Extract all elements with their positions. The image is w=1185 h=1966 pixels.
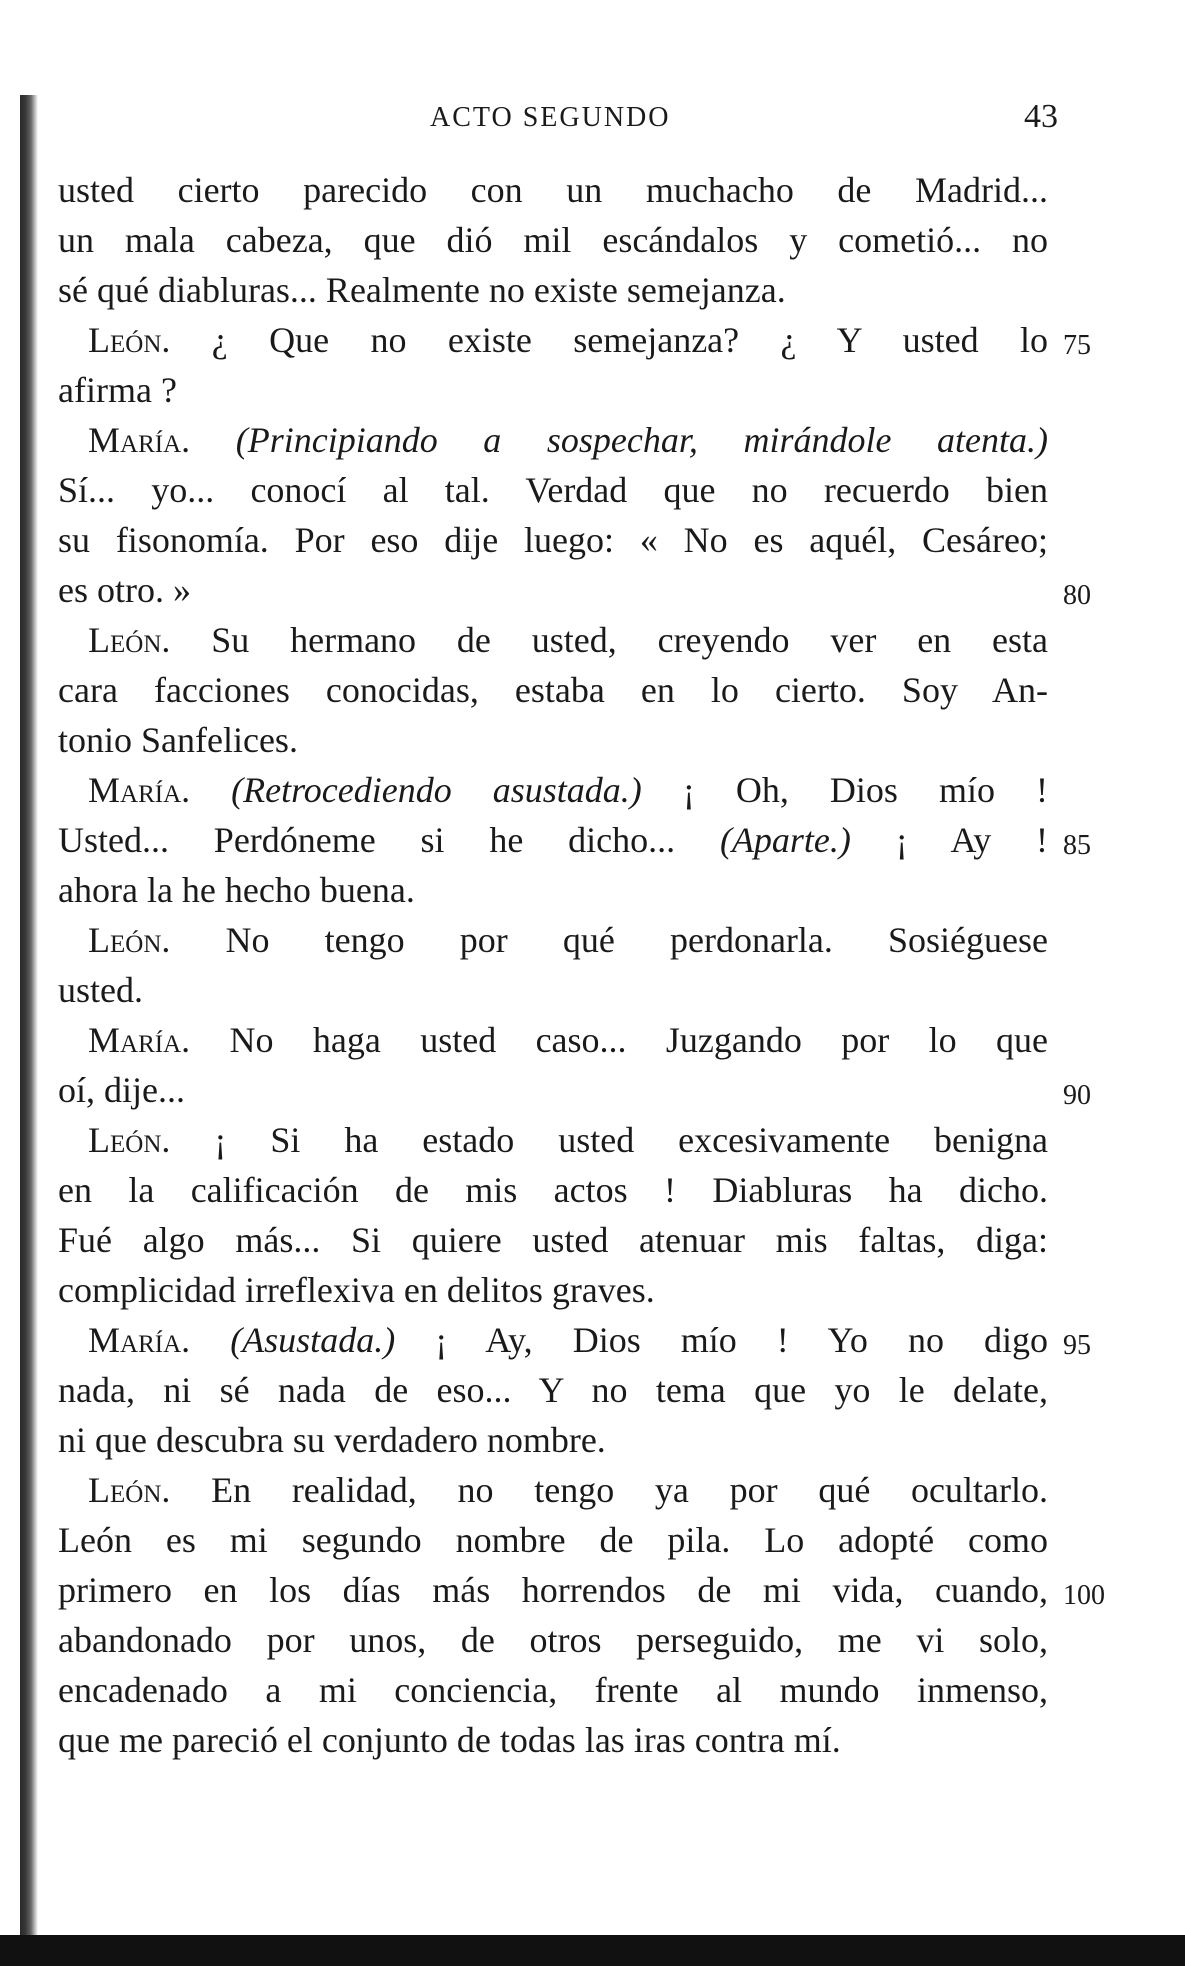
text-line: afirma ? <box>58 370 177 410</box>
text-line: León. Su hermano de usted, creyendo ver en esta <box>88 620 1048 660</box>
speaker-name: María. <box>88 770 191 810</box>
scan-bottom-edge <box>0 1935 1185 1966</box>
text-line: León es mi segundo nombre de pila. Lo adopté como <box>58 1520 1048 1560</box>
text-line: oí, dije... <box>58 1070 185 1110</box>
text-line: que me pareció el conjunto de todas las iras contra mí. <box>58 1720 841 1760</box>
stage-direction: (Principiando a sospechar, mirándole atenta.) <box>235 420 1048 460</box>
text-line: León. ¿ Que no existe semejanza? ¿ Y usted lo <box>88 320 1048 360</box>
running-head: ACTO SEGUNDO <box>430 102 671 133</box>
stage-direction: (Retrocediendo asustada.) <box>231 770 642 810</box>
margin-line-number: 90 <box>1063 1080 1091 1111</box>
text-line: primero en los días más horrendos de mi vida, cuando, <box>58 1570 1048 1610</box>
margin-line-number: 95 <box>1063 1330 1091 1361</box>
page-number: 43 <box>1024 98 1058 135</box>
margin-line-number: 85 <box>1063 830 1091 861</box>
text-line: María. (Retrocediendo asustada.) ¡ Oh, Dios mío ! <box>88 770 1048 810</box>
book-spine-shadow <box>20 95 38 1950</box>
speaker-name: León. <box>88 320 171 360</box>
text-line: María. No haga usted caso... Juzgando por lo que <box>88 1020 1048 1060</box>
speaker-name: María. <box>88 420 191 460</box>
text-line: Usted... Perdóneme si he dicho... (Aparte.) ¡ Ay ! <box>58 820 1049 860</box>
text-line: en la calificación de mis actos ! Diabluras ha dicho. <box>58 1170 1048 1210</box>
stage-direction: (Asustada.) <box>230 1320 396 1360</box>
speaker-name: León. <box>88 920 171 960</box>
dialogue-text <box>58 165 1048 1765</box>
text-line: usted. <box>58 970 143 1010</box>
text-line: tonio Sanfelices. <box>58 720 298 760</box>
text-line: un mala cabeza, que dió mil escándalos y cometió... no <box>58 220 1048 260</box>
text-line: es otro. » <box>58 570 191 610</box>
speaker-name: María. <box>88 1020 191 1060</box>
margin-line-number: 100 <box>1063 1580 1105 1611</box>
text-line: ahora la he hecho buena. <box>58 870 415 910</box>
speaker-name: León. <box>88 620 171 660</box>
text-line: León. En realidad, no tengo ya por qué ocultarlo. <box>88 1470 1048 1510</box>
text-line: ni que descubra su verdadero nombre. <box>58 1420 606 1460</box>
text-line: cara facciones conocidas, estaba en lo cierto. Soy An- <box>58 670 1048 710</box>
speaker-name: María. <box>88 1320 191 1360</box>
text-line: León. ¡ Si ha estado usted excesivamente benigna <box>88 1120 1048 1160</box>
text-line <box>58 415 1048 465</box>
speaker-name: León. <box>88 1470 171 1510</box>
margin-line-number: 80 <box>1063 580 1091 611</box>
text-line: encadenado a mi conciencia, frente al mundo inmenso, <box>58 1670 1048 1710</box>
text-line: León. No tengo por qué perdonarla. Sosiéguese <box>88 920 1048 960</box>
text-line: complicidad irreflexiva en delitos graves. <box>58 1270 655 1310</box>
speaker-name: León. <box>88 1120 171 1160</box>
text-line: abandonado por unos, de otros perseguido, me vi solo, <box>58 1620 1048 1660</box>
text-line: su fisonomía. Por eso dije luego: « No es aquél, Cesáreo; <box>58 520 1048 560</box>
text-line: Fué algo más... Si quiere usted atenuar mis faltas, diga: <box>58 1220 1048 1260</box>
text-line: Sí... yo... conocí al tal. Verdad que no recuerdo bien <box>58 470 1048 510</box>
text-line: María. (Asustada.) ¡ Ay, Dios mío ! Yo no digo <box>88 1320 1049 1360</box>
text-line: nada, ni sé nada de eso... Y no tema que yo le delate, <box>58 1370 1048 1410</box>
stage-direction: (Aparte.) <box>719 820 851 860</box>
text-line: usted cierto parecido con un muchacho de Madrid... <box>58 170 1048 210</box>
text-line: sé qué diabluras... Realmente no existe semejanza. <box>58 270 786 310</box>
margin-line-number: 75 <box>1063 330 1091 361</box>
